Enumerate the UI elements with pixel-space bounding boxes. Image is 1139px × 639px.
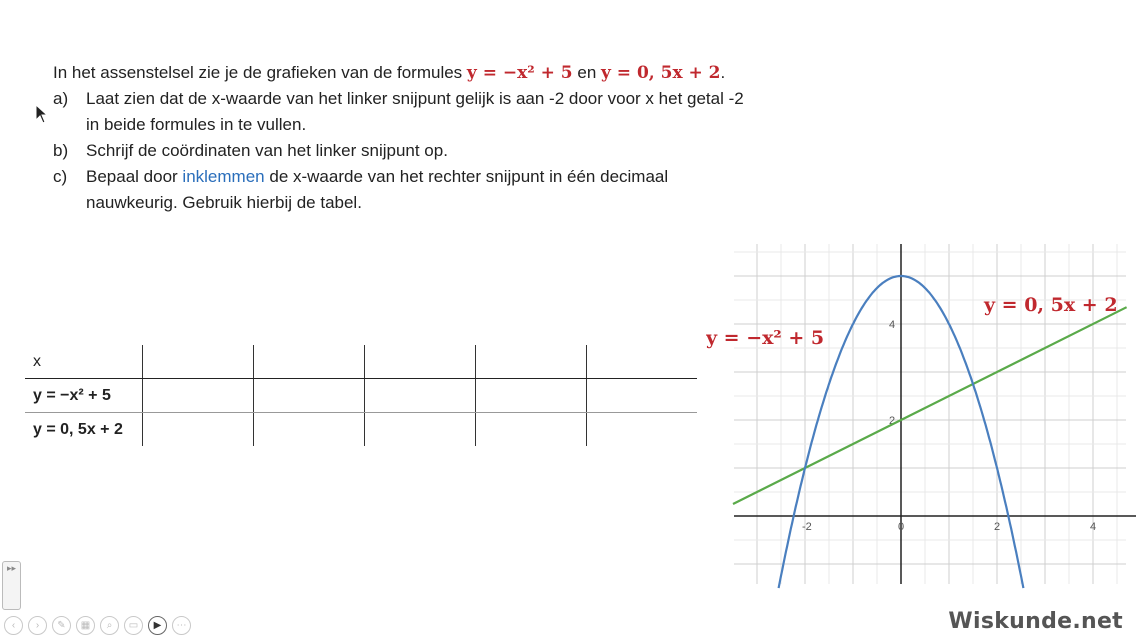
formula-line: y = 0, 5x + 2 [601, 63, 721, 83]
x-tick-label: 4 [1090, 521, 1097, 533]
row-label-parabola: y = −x² + 5 [25, 379, 143, 413]
item-label: a) [53, 89, 69, 108]
x-tick-label: 0 [898, 521, 905, 533]
question-intro [53, 60, 753, 86]
intro-text: In het assenstelsel zie je de grafieken van de formules [53, 63, 463, 82]
y-tick-label: 4 [889, 319, 896, 331]
table-cell[interactable] [143, 345, 254, 379]
inklemmen-link[interactable]: inklemmen [182, 167, 265, 186]
question-item-c [53, 164, 753, 216]
question-item-a [53, 86, 753, 138]
x-tick-label: -2 [802, 521, 812, 533]
value-table [25, 345, 697, 446]
brand-logo: Wiskunde.net [948, 609, 1123, 634]
table-cell[interactable] [143, 379, 254, 413]
table-cell[interactable] [587, 413, 698, 447]
function-graph [706, 244, 1136, 594]
y-tick-label: 2 [889, 415, 896, 427]
table-row [25, 413, 697, 447]
table-cell[interactable] [365, 413, 476, 447]
presentation-toolbar [4, 616, 191, 635]
prev-icon[interactable]: ‹ [4, 616, 23, 635]
table-cell[interactable] [476, 413, 587, 447]
table-cell[interactable] [254, 413, 365, 447]
parabola-label: y = −x² + 5 [706, 327, 825, 349]
item-label: c) [53, 167, 68, 186]
table-cell[interactable] [476, 345, 587, 379]
table-cell[interactable] [365, 379, 476, 413]
camera-icon[interactable]: ▶ [148, 616, 167, 635]
table-row [25, 345, 697, 379]
table-cell[interactable] [365, 345, 476, 379]
present-icon[interactable]: ▭ [124, 616, 143, 635]
pages-icon[interactable]: ▦ [76, 616, 95, 635]
end-punct: . [720, 63, 726, 82]
table-row [25, 379, 697, 413]
more-icon[interactable]: ⋯ [172, 616, 191, 635]
pen-icon[interactable]: ✎ [52, 616, 71, 635]
line-label: y = 0, 5x + 2 [984, 294, 1118, 316]
formula-parabola: y = −x² + 5 [466, 63, 573, 83]
table-cell[interactable] [587, 345, 698, 379]
item-text: Bepaal door [86, 167, 178, 186]
table-cell[interactable] [254, 379, 365, 413]
item-text: Laat zien dat de x-waarde van het linker snijpunt gelijk is aan -2 door voor x het getal -2 in beide formules in te vullen. [86, 89, 744, 134]
item-text: Schrijf de coördinaten van het linker snijpunt op. [86, 141, 448, 160]
table-cell[interactable] [587, 379, 698, 413]
table-cell[interactable] [254, 345, 365, 379]
mouse-cursor-icon [35, 104, 49, 124]
row-label-line: y = 0, 5x + 2 [33, 420, 123, 438]
zoom-icon[interactable]: ⌕ [100, 616, 119, 635]
row-label-x: x [25, 345, 143, 379]
question-list [53, 86, 753, 216]
side-panel-tab[interactable]: ▸▸ [2, 561, 21, 610]
question-item-b [53, 138, 753, 164]
question-block [53, 60, 753, 216]
table-cell[interactable] [476, 379, 587, 413]
next-icon[interactable]: › [28, 616, 47, 635]
item-label: b) [53, 141, 69, 160]
connector-text: en [577, 63, 597, 82]
x-tick-label: 2 [994, 521, 1001, 533]
table-cell[interactable] [143, 413, 254, 447]
item-text: de x-waarde van het rechter snijpunt in één decimaal nauwkeurig. Gebruik hierbij de tabel. [86, 167, 669, 212]
